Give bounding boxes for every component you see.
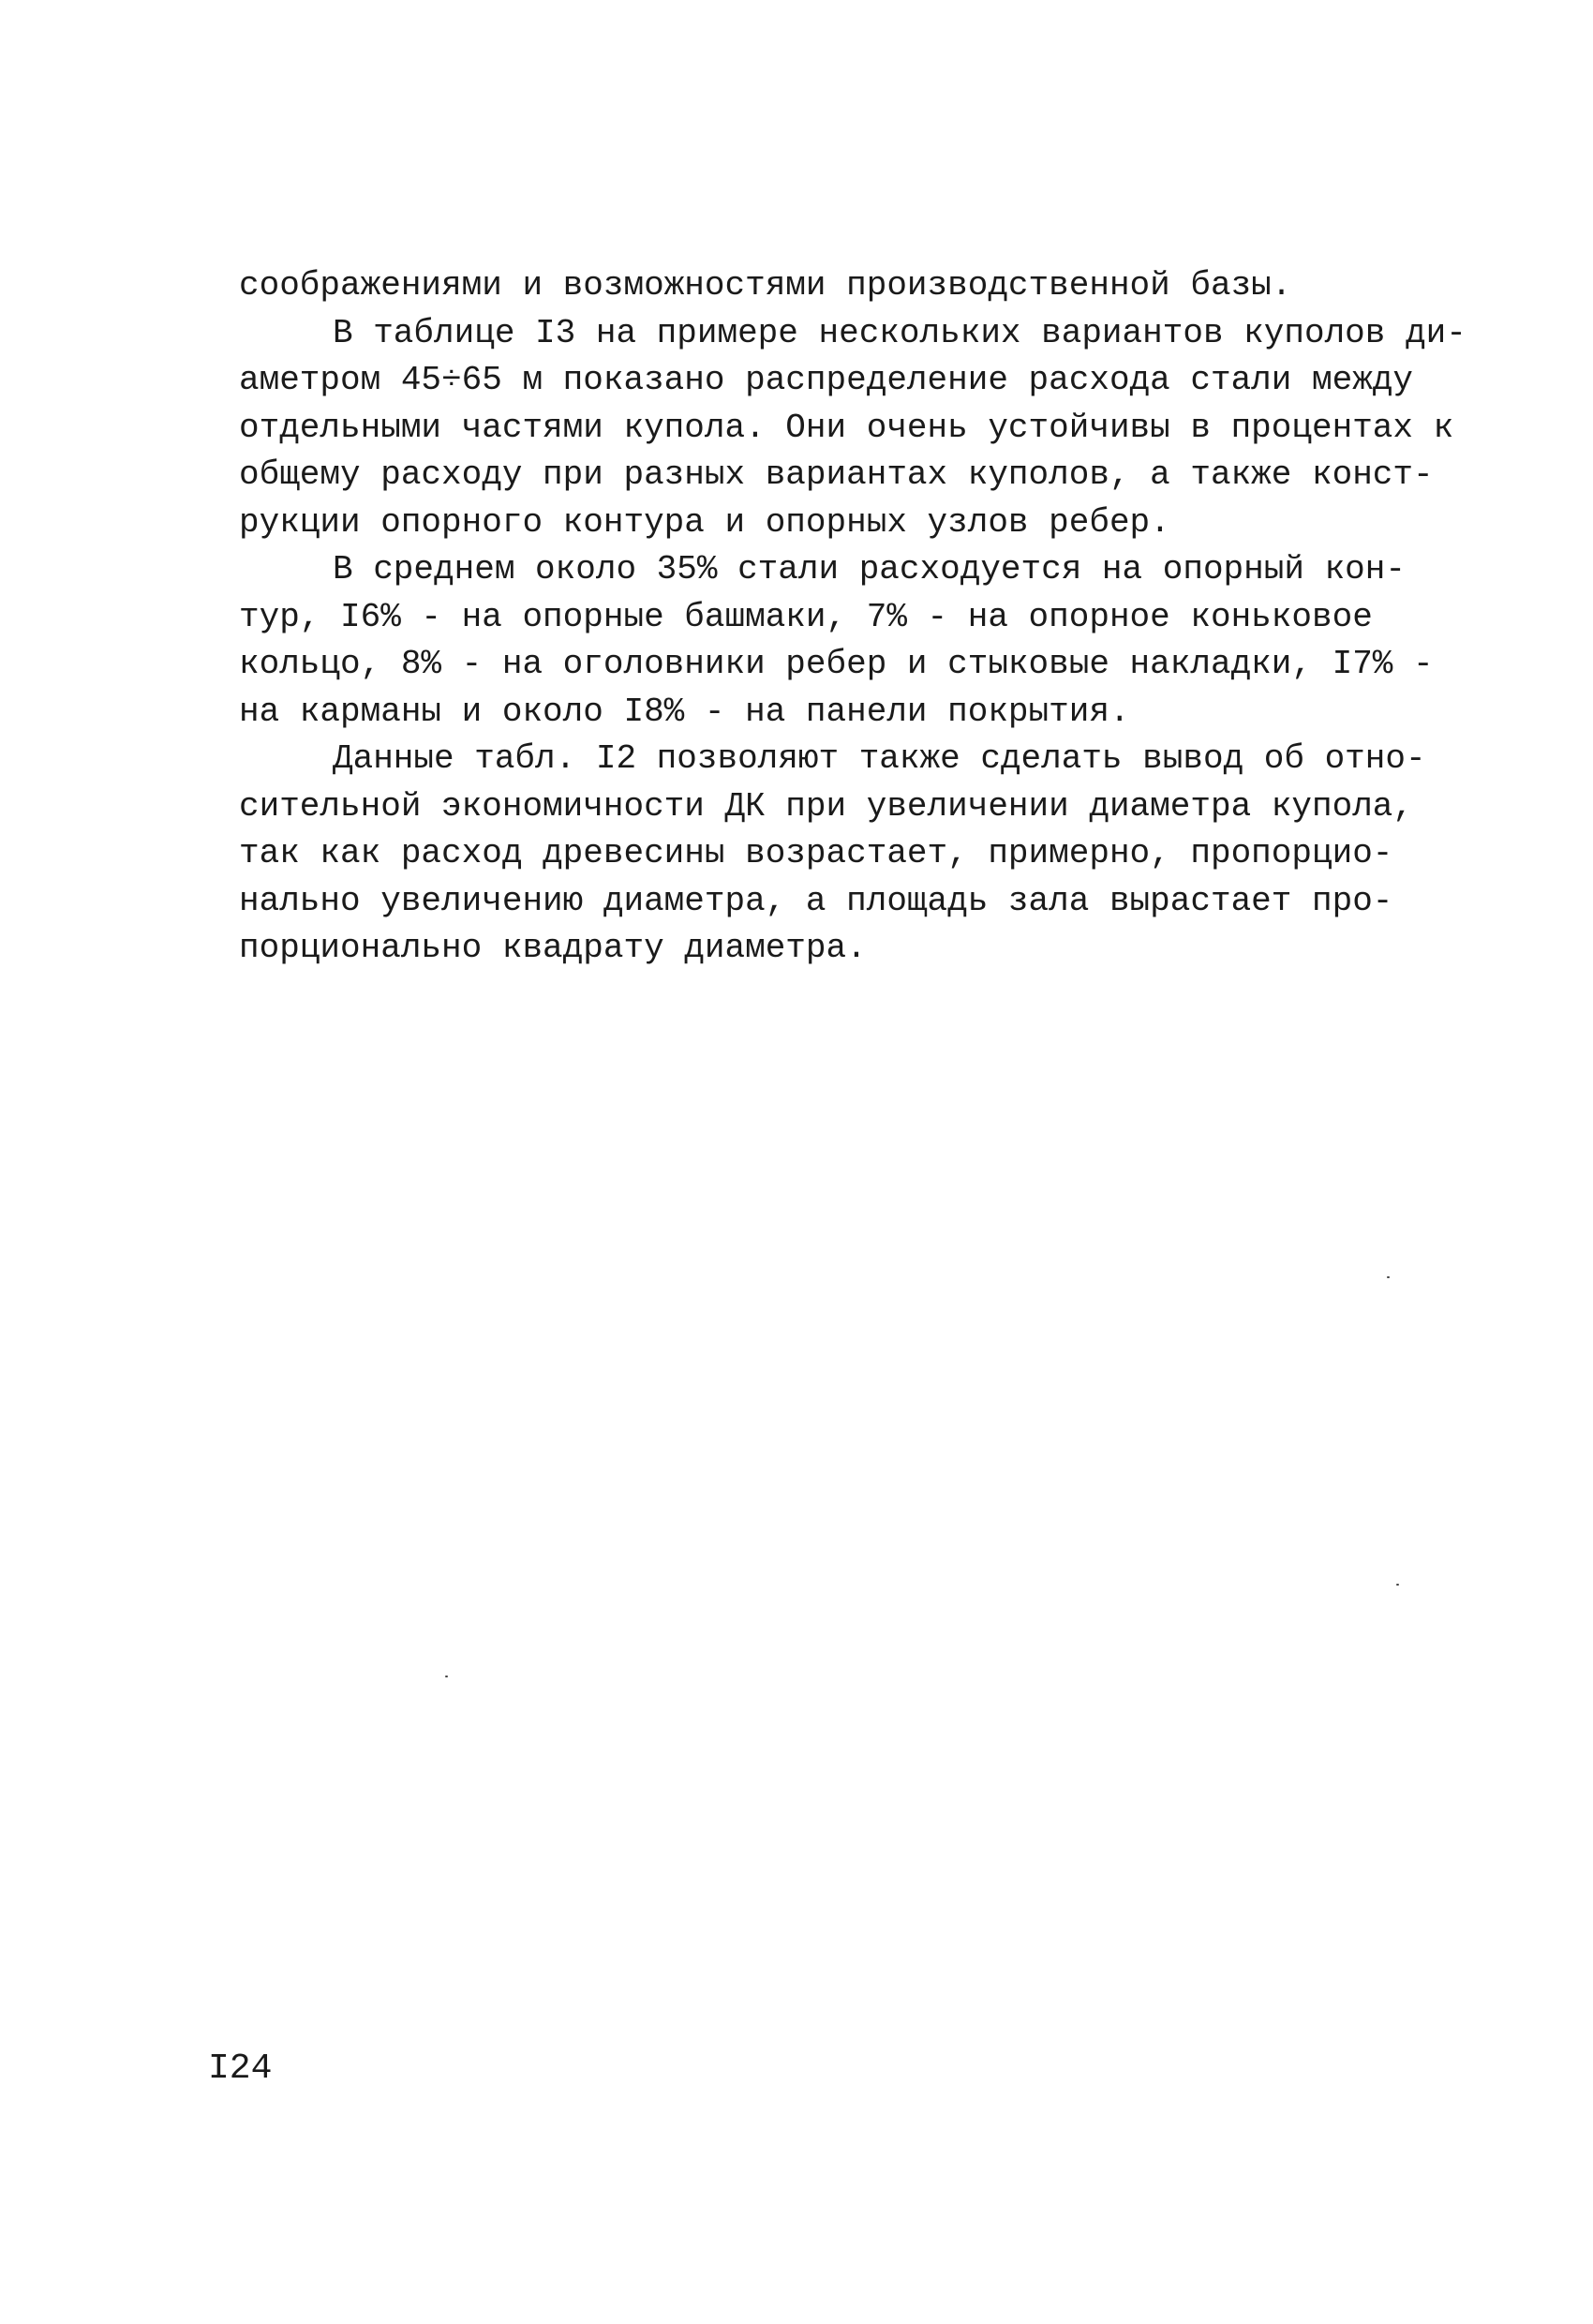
text-line: соображениями и возможностями производственной базы. xyxy=(239,266,1292,305)
scan-speck xyxy=(1396,1584,1399,1586)
text-line: порционально квадрату диаметра. xyxy=(239,929,867,967)
page-number: I24 xyxy=(208,2048,273,2089)
scan-speck xyxy=(1387,1276,1390,1278)
text-line: рукции опорного контура и опорных узлов ребер. xyxy=(239,502,1170,542)
text-line: тур, I6% - на опорные башмаки, 7% - на опорное коньковое xyxy=(239,597,1373,636)
paragraph-4 xyxy=(239,736,1426,973)
text-line: Данные табл. I2 позволяют также сделать вывод об отно- xyxy=(333,739,1426,778)
text-line: общему расходу при разных вариантах куполов, а также конст- xyxy=(239,455,1434,494)
scan-speck xyxy=(445,1676,448,1677)
text-line: на карманы и около I8% - на панели покрытия. xyxy=(239,692,1130,731)
text-line: В среднем около 35% стали расходуется на опорный кон- xyxy=(333,550,1406,588)
text-line: аметром 45÷65 м показано распределение расхода стали между xyxy=(239,361,1414,399)
text-line: отдельными частями купола. Они очень устойчивы в процентах к xyxy=(239,408,1454,447)
text-line: В таблице I3 на примере нескольких вариантов куполов ди- xyxy=(333,313,1466,352)
text-line: нально увеличению диаметра, а площадь зала вырастает про- xyxy=(239,881,1393,920)
body-text xyxy=(239,262,1466,973)
text-line: сительной экономичности ДК при увеличении диаметра купола, xyxy=(239,786,1414,826)
text-line: кольцо, 8% - на оголовники ребер и стыковые накладки, I7% - xyxy=(239,645,1434,683)
paragraph-1 xyxy=(239,262,1401,310)
text-line: так как расход древесины возрастает, примерно, пропорцио- xyxy=(239,834,1393,872)
paragraph-2 xyxy=(239,310,1466,547)
paragraph-3 xyxy=(239,546,1434,736)
